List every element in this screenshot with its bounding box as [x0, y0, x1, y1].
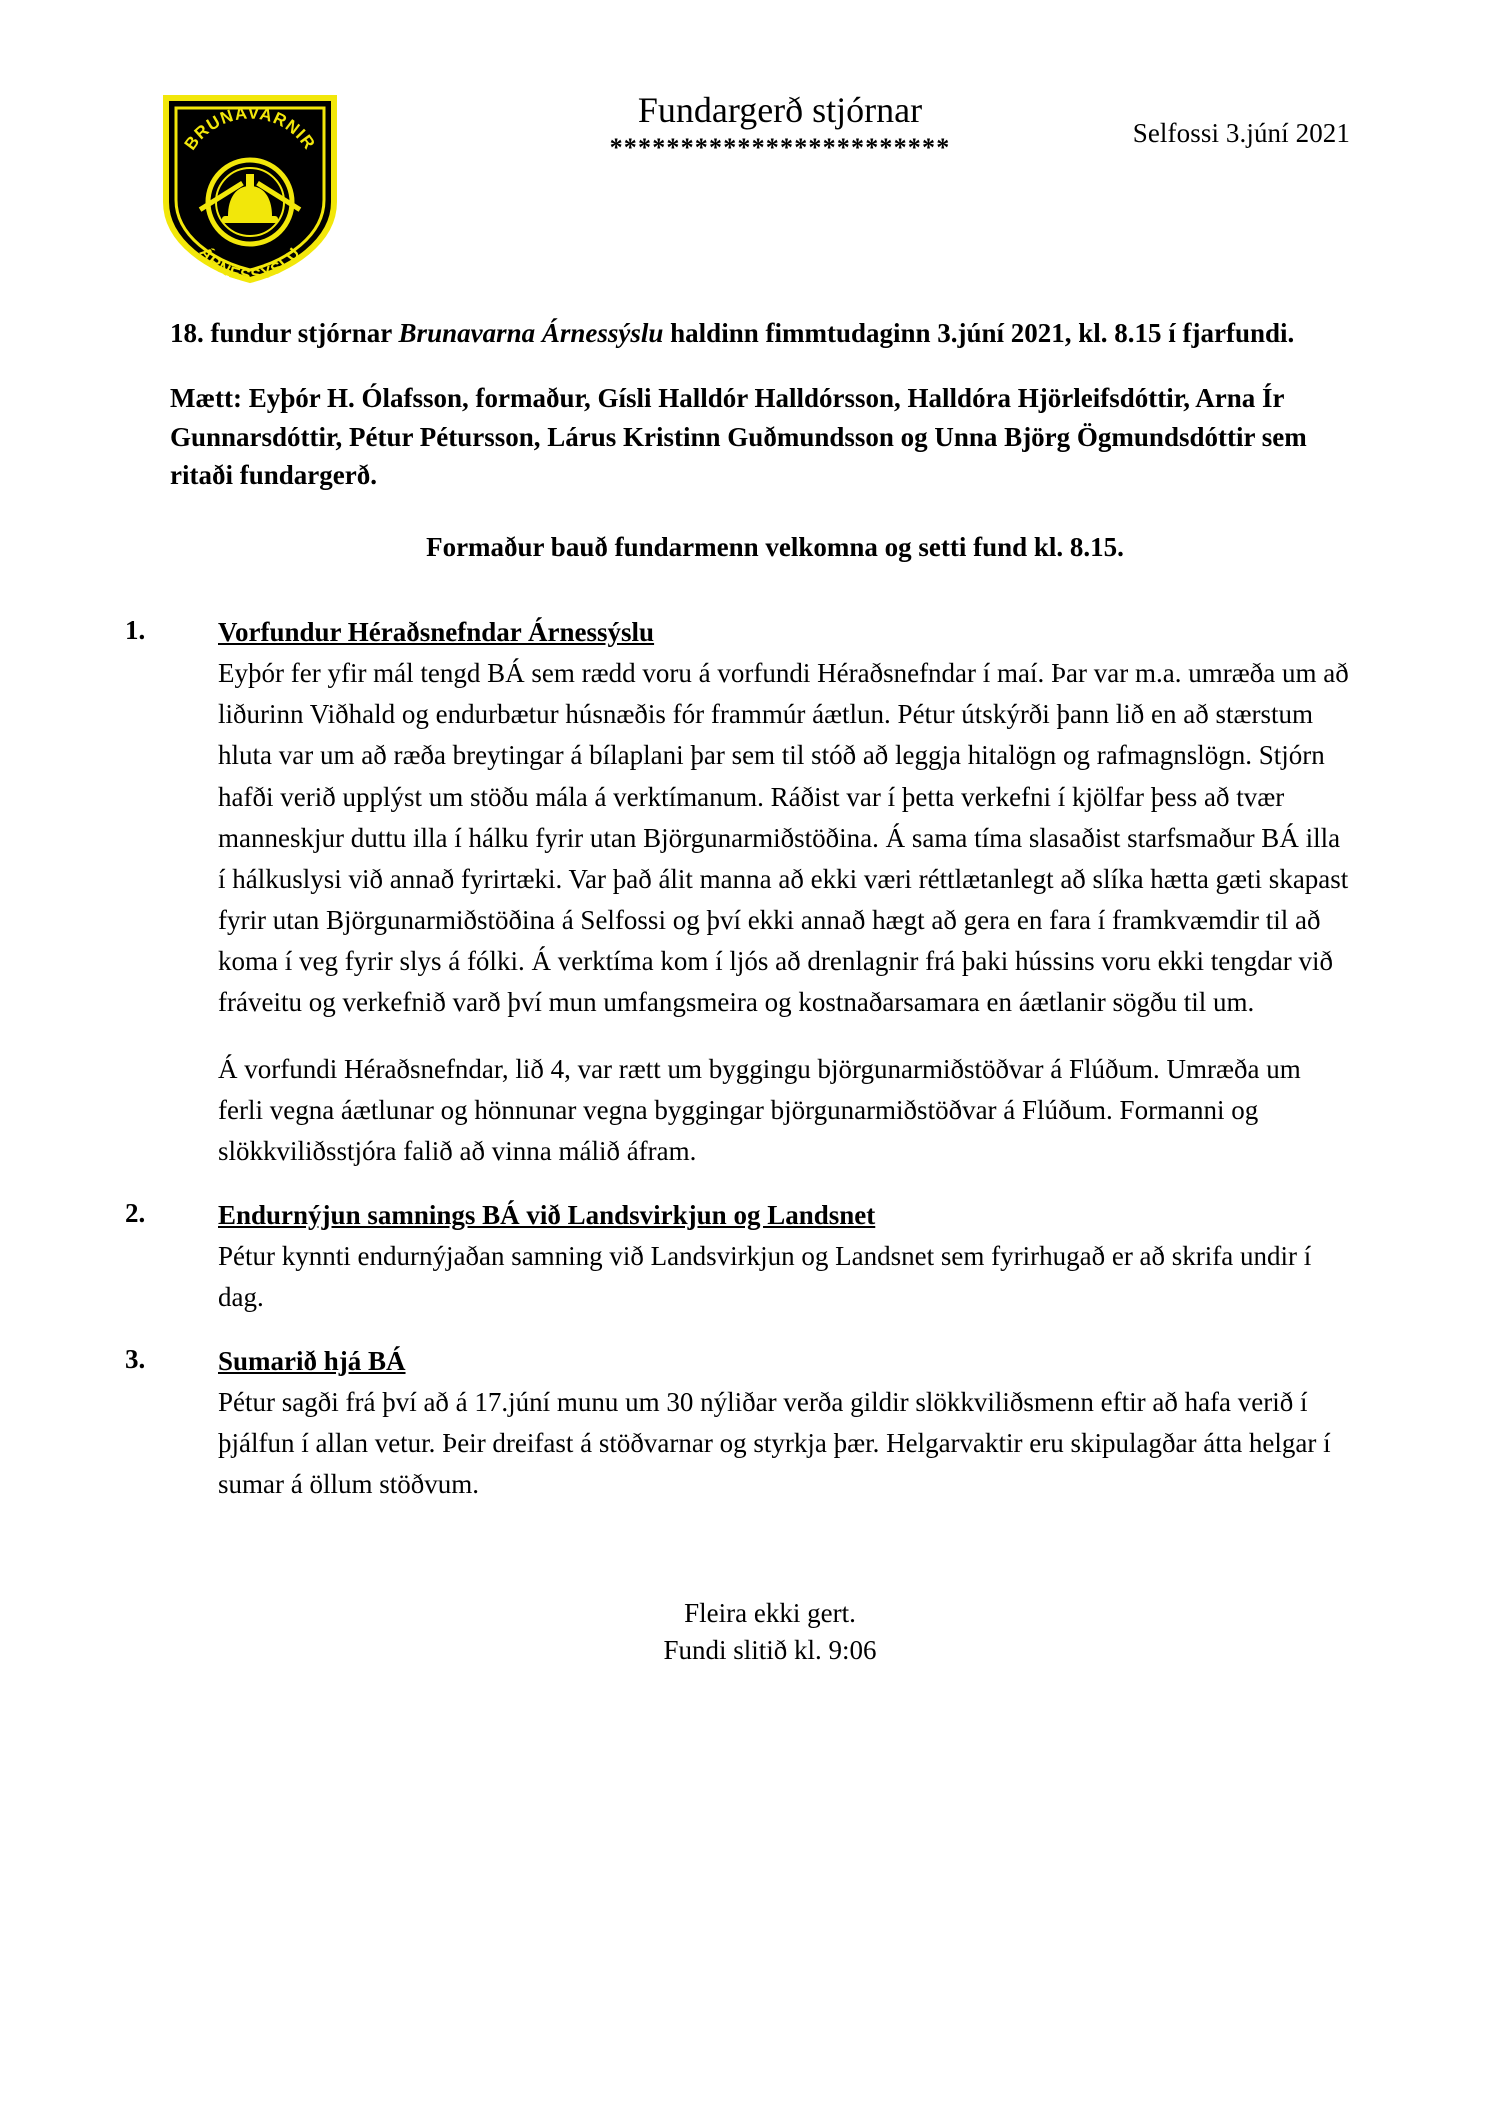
- agenda-item-paragraph: Á vorfundi Héraðsnefndar, lið 4, var rætt um byggingu björgunarmiðstöðvar á Flúðum. Umræða um ferli vegna áætlunar og hönnunar vegna byggingar björgunarmiðstöðvar á Flúðum. Formanni og slökkviliðsstjóra falið að vinna málið áfram.: [218, 1053, 1301, 1166]
- agenda-item-heading: Sumarið hjá BÁ: [218, 1345, 406, 1376]
- agenda-item-heading: Vorfundur Héraðsnefndar Árnessýslu: [218, 617, 655, 648]
- document-footer: [190, 1595, 1350, 1668]
- agenda-item-paragraph: Eyþór fer yfir mál tengd BÁ sem rædd voru á vorfundi Héraðsnefndar í maí. Þar var m.a. umræða um að liðurinn Viðhald og endurbætur húsnæðis fór frammúr áætlun. Pétur útskýrði þann lið en að stærstum hluta var um að ræða breytingar á bílaplani þar sem til stóð að leggja hitalögn og rafmagnslögn. Stjórn hafði verið upplýst um stöðu mála á verktímanum. Ráðist var í þetta verkefni í kjölfar þess að tvær manneskjur duttu illa í hálku fyrir utan Björgunarmiðstöðina. Á sama tíma slasaðist starfsmaður BÁ illa í hálkuslysi við annað fyrirtæki. Var það álit manna að ekki væri réttlætanlegt að slíka hætta gæti skapast fyrir utan Björgunarmiðstöðina á Selfossi og því ekki annað hægt að gera en fara í framkvæmdir til að koma í veg fyrir slys á fólki. Á verktíma kom í ljós að drenlagnir frá þaki hússins voru ekki tengdar við fráveitu og verkefnið varð því mun umfangsmeira og kostnaðarsamara en áætlanir sögðu til um.: [218, 658, 1349, 1017]
- agenda-item-number: 2.: [125, 1197, 146, 1228]
- svg-text:ÁRNESSÝSLU: ÁRNESSÝSLU: [195, 244, 305, 285]
- agenda-item: [125, 1197, 1350, 1318]
- intro-organisation: Brunavarna Árnessýslu: [398, 318, 664, 348]
- intro-prefix: 18. fundur stjórnar: [170, 318, 399, 348]
- agenda-item-paragraph: Pétur kynnti endurnýjaðan samning við Landsvirkjun og Landsnet sem fyrirhugað er að skrifa undir í dag.: [218, 1240, 1312, 1312]
- agenda-items-list: [125, 615, 1350, 1505]
- agenda-item: [125, 1343, 1350, 1505]
- agenda-item-heading: Endurnýjun samnings BÁ við Landsvirkjun og Landsnet: [218, 1199, 876, 1230]
- intro-suffix: haldinn fimmtudaginn 3.júní 2021, kl. 8.15 í fjarfundi.: [663, 318, 1295, 348]
- brunavarnir-arnessyslu-logo: [150, 90, 350, 285]
- footer-line-closing: Fleira ekki gert.: [684, 1598, 856, 1629]
- document-date: Selfossi 3.júní 2021: [1132, 118, 1350, 148]
- svg-text:BRUNAVARNIR: BRUNAVARNIR: [180, 103, 320, 154]
- page-title: Fundargerð stjórnar: [637, 90, 923, 130]
- title-divider-stars: ************************: [609, 133, 951, 163]
- document-header: [170, 90, 1350, 300]
- footer-line-adjourned: Fundi slitið kl. 9:06: [663, 1634, 877, 1665]
- attendees-paragraph: Mætt: Eyþór H. Ólafsson, formaður, Gísli Halldór Halldórsson, Halldóra Hjörleifsdóttir, Arna Ír Gunnarsdóttir, Pétur Pétursson, Lárus Kristinn Guðmundsson og Unna Björg Ögmundsdóttir sem ritaði fundargerð.: [170, 383, 1307, 490]
- agenda-item-paragraph: Pétur sagði frá því að á 17.júní munu um 30 nýliðar verða gildir slökkviliðsmenn eftir að hafa verið í þjálfun í allan vetur. Þeir dreifast á stöðvarnar og styrkja þær. Helgarvaktir eru skipulagðar átta helgar í sumar á öllum stöðvum.: [218, 1387, 1331, 1500]
- opening-statement: Formaður bauð fundarmenn velkomna og setti fund kl. 8.15.: [426, 532, 1124, 563]
- agenda-item-number: 3.: [125, 1343, 146, 1374]
- agenda-item: [125, 615, 1350, 1171]
- meeting-intro: [170, 314, 1350, 352]
- agenda-item-number: 1.: [125, 615, 146, 646]
